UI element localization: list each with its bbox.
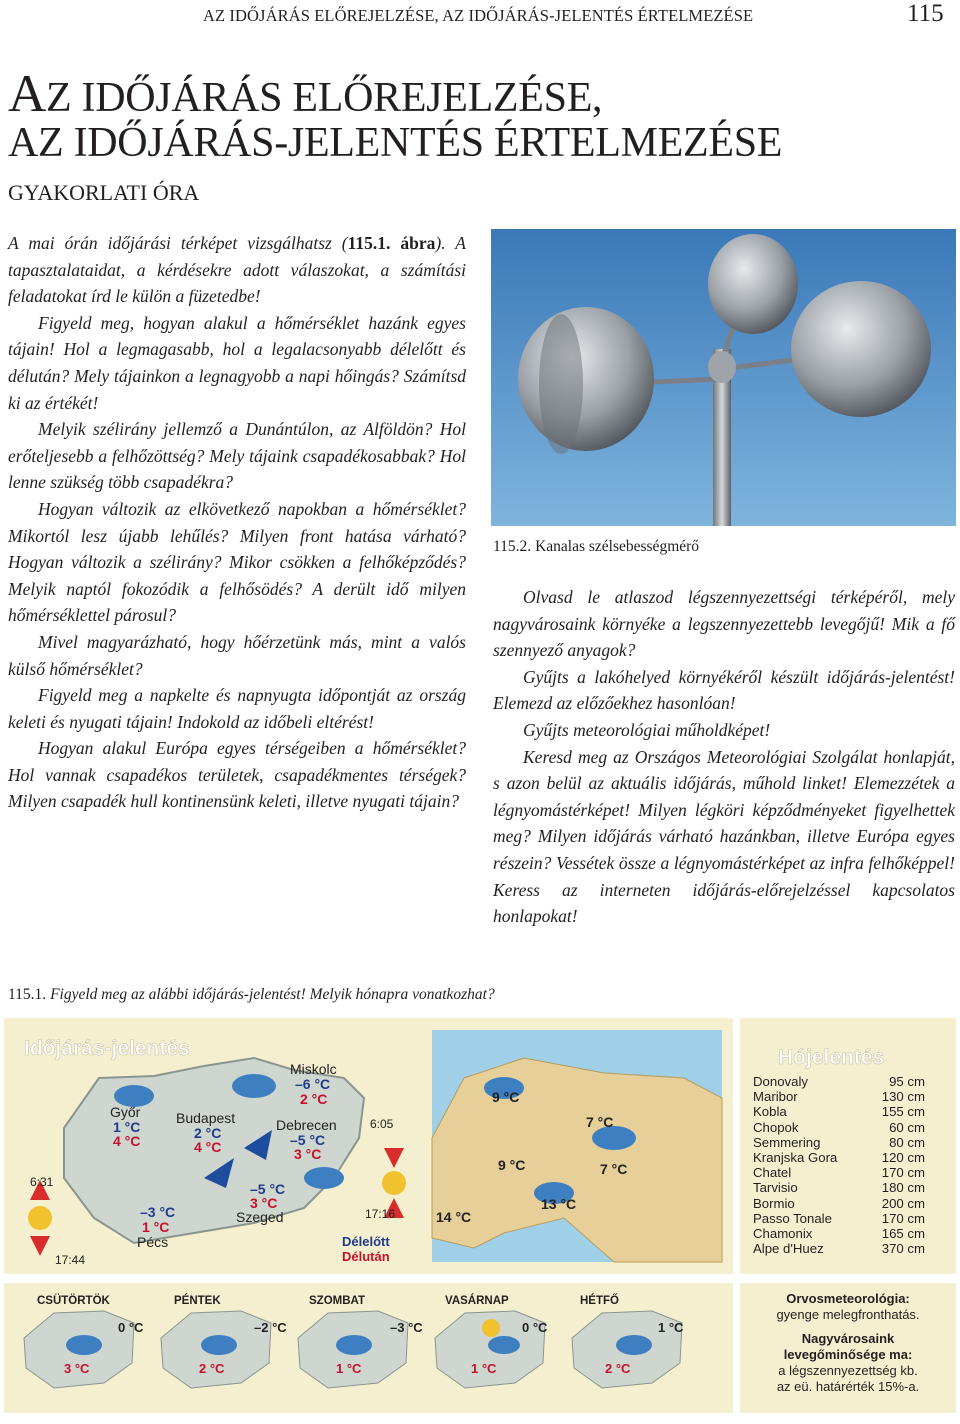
question-paragraph: Hogyan változik az elkövetkező napokban a hőmérséklet? Mikortól lesz újabb lehűlés? Milyen front hatása várható? Hogyan változik a szélirány? Mikor csökken a felhőképződés? Melyik naptól fokozódik a felhősödés? A derült idő milyen hőmérséklettel párosul? <box>8 498 466 626</box>
city-temp-pm: 1 °C <box>142 1219 170 1235</box>
legend-afternoon: Délután <box>342 1249 390 1264</box>
city-temp-pm: 4 °C <box>113 1133 141 1149</box>
air-quality-text: az eü. határérték 15%-a. <box>776 1379 920 1394</box>
health-text: gyenge melegfronthatás. <box>776 1307 920 1322</box>
city-label: Győr <box>110 1104 141 1120</box>
title-line2: AZ IDŐJÁRÁS-JELENTÉS ÉRTELMEZÉSE <box>8 120 783 166</box>
figure-reference: 115.1. ábra <box>347 233 436 253</box>
forecast-high: –2 °C <box>254 1320 287 1335</box>
europe-temp: 13 °C <box>541 1196 577 1212</box>
legend-morning: Délelőtt <box>342 1234 390 1249</box>
table-row: Donovaly 95 cm <box>753 1074 925 1089</box>
sunset-east: 17:16 <box>365 1207 396 1221</box>
air-quality-text: a légszennyezettség kb. <box>778 1363 918 1378</box>
task-paragraph: Gyűjts a lakóhelyed környékéről készült időjárás-jelentést! Elemezd az előzőekhez hasonlóan! <box>493 666 955 714</box>
city-label: Debrecen <box>276 1117 337 1133</box>
forecast-low: 2 °C <box>199 1361 225 1376</box>
task-paragraph: Olvasd le atlaszod légszennyezettségi térképéről, mely nagyvárosaink környéke a legszennyezettebb levegőjű! Mik a fő szennyező anyagok? <box>493 587 955 661</box>
city-temp-pm: 4 °C <box>194 1139 222 1155</box>
city-label: Szeged <box>236 1209 284 1225</box>
air-quality-title: Nagyvárosaink <box>801 1331 895 1346</box>
forecast-high: 1 °C <box>658 1320 684 1335</box>
city-label: Pécs <box>137 1234 169 1250</box>
city-temp-pm: 2 °C <box>300 1091 328 1107</box>
question-paragraph: Figyeld meg a napkelte és napnyugta időpontját az ország keleti és nyugati tájain! Indokold az időbeli eltérést! <box>8 685 466 732</box>
table-row: Bormio 200 cm <box>753 1195 925 1211</box>
europe-temp: 7 °C <box>586 1114 614 1130</box>
city-temp-am: –5 °C <box>250 1181 286 1197</box>
running-title: AZ IDŐJÁRÁS ELŐREJELZÉSE, AZ IDŐJÁRÁS-JELENTÉS ÉRTELMEZÉSE <box>203 6 754 25</box>
table-row: Passo Tonale 170 cm <box>753 1210 925 1226</box>
forecast-low: 3 °C <box>64 1361 90 1376</box>
forecast-day: SZOMBAT <box>309 1295 366 1307</box>
task-paragraph: Keresd meg az Országos Meteorológiai Szolgálat honlapját, s azon belül az aktuális időjárás, műhold linket! Elemezzétek a légnyomástérképet! Milyen légköri képződményeket figyelhettek meg? Milyen időjárás várható hazánkban, illetve Európa egyes részein? Vessétek össze a légnyomástérképet az infra felhőképpel! Keress az interneten időjárás-előrejelzéssel kapcsolatos honlapokat! <box>493 746 955 927</box>
forecast-maps <box>4 1283 733 1413</box>
title-line1: Z IDŐJÁRÁS ELŐREJELZÉSE, <box>45 75 603 121</box>
forecast-low: 2 °C <box>605 1361 631 1376</box>
question-paragraph: Figyeld meg, hogyan alakul a hőmérséklet hazánk egyes tájain! Hol a legmagasabb, hol a legalacsonyabb délelőtt és délután? Mely tájainkon a legnagyobb a napi hőingás? Számítsd ki az értékét! <box>8 312 466 413</box>
europe-temp: 9 °C <box>492 1089 520 1105</box>
europe-temp: 9 °C <box>498 1157 526 1173</box>
sunrise-west: 6:31 <box>30 1175 54 1189</box>
forecast-high: 0 °C <box>522 1320 548 1335</box>
question-paragraph: Mivel magyarázható, hogy hőérzetünk más, mint a valós külső hőmérséklet? <box>8 631 466 679</box>
forecast-day: VASÁRNAP <box>445 1295 509 1307</box>
anemometer-photo <box>491 229 956 526</box>
intro-paragraph: A mai órán időjárási térképet vizsgálhatsz (115.1. ábra). A tapasztalataidat, a kérdésekre adott válaszokat, a számítási feladatokat írd le külön a füzetedbe! <box>8 233 466 307</box>
city-temp-am: –3 °C <box>140 1204 176 1220</box>
forecast-low: 1 °C <box>336 1361 362 1376</box>
title-drop-cap: A <box>8 65 46 123</box>
health-title: Orvosmeteorológia: <box>786 1291 910 1306</box>
task-paragraph: Gyűjts meteorológiai műholdképet! <box>523 719 771 740</box>
city-label: Budapest <box>176 1110 236 1126</box>
page-number: 115 <box>907 0 944 27</box>
forecast-day: HÉTFŐ <box>580 1295 619 1307</box>
table-row: Kranjska Gora 120 cm <box>753 1150 925 1166</box>
table-row: Alpe d'Huez 370 cm <box>753 1241 925 1257</box>
table-row: Semmering 80 cm <box>753 1134 925 1150</box>
weather-map-title: Időjárás-jelentés <box>24 1037 190 1060</box>
table-row: Kobla 155 cm <box>753 1104 925 1120</box>
sunrise-east: 6:05 <box>370 1117 394 1131</box>
snow-report-title: Hójelentés <box>778 1046 885 1069</box>
forecast-low: 1 °C <box>471 1361 497 1376</box>
city-temp-pm: 3 °C <box>250 1195 278 1211</box>
forecast-panel <box>4 1283 733 1413</box>
right-column <box>493 584 955 930</box>
city-temp-pm: 3 °C <box>294 1146 322 1162</box>
europe-temp: 14 °C <box>436 1209 472 1225</box>
anemometer-illustration <box>491 229 956 526</box>
forecast-day: CSÜTÖRTÖK <box>37 1295 110 1307</box>
air-quality-title: levegőminősége ma: <box>783 1347 913 1362</box>
europe-temp: 7 °C <box>600 1161 628 1177</box>
figure-caption: 115.1. Figyeld meg az alábbi időjárás-jelentést! Melyik hónapra vonatkozhat? <box>8 986 495 1003</box>
forecast-day: PÉNTEK <box>174 1295 221 1307</box>
left-column <box>8 230 466 815</box>
city-temp-am: 1 °C <box>113 1119 141 1135</box>
city-temp-am: –5 °C <box>290 1132 326 1148</box>
table-row: Chatel 170 cm <box>753 1165 925 1181</box>
city-temp-am: 2 °C <box>194 1125 222 1141</box>
photo-caption: 115.2. Kanalas szélsebességmérő <box>493 538 700 555</box>
question-paragraph: Melyik szélirány jellemző a Dunántúlon, az Alföldön? Hol erőteljesebb a felhőzöttség? Mely tájaink csapadékosabbak? Hol lenne szükség több csapadékra? <box>8 419 466 493</box>
sunset-west: 17:44 <box>55 1253 86 1267</box>
page-subtitle: GYAKORLATI ÓRA <box>8 180 200 205</box>
city-label: Miskolc <box>290 1061 337 1077</box>
city-temp-am: –6 °C <box>295 1076 331 1092</box>
table-row: Tarvisio 180 cm <box>753 1180 925 1196</box>
table-row: Chamonix 165 cm <box>753 1226 925 1242</box>
table-row: Chopok 60 cm <box>753 1119 925 1135</box>
question-paragraph: Hogyan alakul Európa egyes térségeiben a hőmérséklet? Hol vannak csapadékos területek, csapadékmentes térségek? Milyen csapadék hull kontinensünk keleti, illetve nyugati tájain? <box>8 738 466 812</box>
table-row: Maribor 130 cm <box>753 1089 925 1105</box>
forecast-high: 0 °C <box>118 1320 144 1335</box>
page-title <box>8 65 908 166</box>
forecast-high: –3 °C <box>390 1320 423 1335</box>
snow-report-table <box>753 1074 925 1256</box>
